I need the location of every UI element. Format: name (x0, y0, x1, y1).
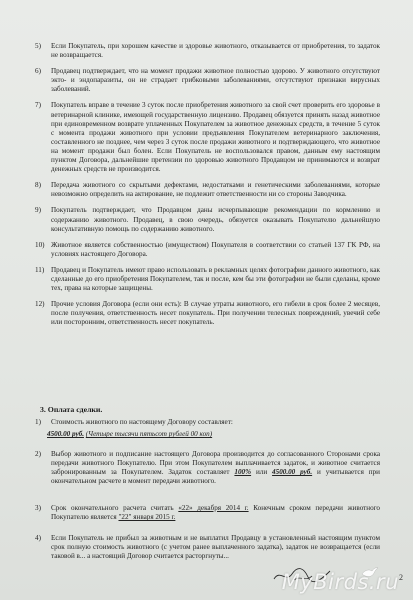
list-item: 6) Продавец подтверждает, что на момент продажи животное полностью здорово. У животного отсутствуют экто- и эндопаразиты, он не страдает грибковыми заболеваниями, отсутствуют признаки вирусных заболеваний. (35, 67, 380, 94)
list-item: 7) Покупатель вправе в течение 3 суток после приобретения животного за свой счет проверить его здоровье в ветеринарной клинике, имеющей государственную лицензию. Продавец обязуется принять назад животное при единовременном возврате уплаченных Покупателем за животное денежных средств, в течение 5 суток с момента продажи животного при условии предъявления Покупателем ветеринарного заключения, составленного не позднее, чем через 3 суток после продажи животного и подтверждающего, что животное на момент продажи был болен. Если Покупатель не воспользовался правом, данным ему настоящим пунктом Договора, дальнейшие претензии по здоровью животного Продавцом не принимаются и возврат денежных средств не производится. (35, 101, 380, 174)
deposit-percent: 100% (234, 468, 252, 477)
transfer-date: "22" января 2015 г. (118, 513, 176, 522)
watermark-logo: MyBirds.ru (281, 570, 399, 594)
list-item: 5) Если Покупатель, при хорошем качестве и здоровье животного, отказывается от приобретения, то задаток не возвращается. (35, 42, 380, 60)
price-amount-words: (Четыре тысячи пятьсот рублей 00 коп) (85, 430, 213, 439)
payment-item-price: 1) Стоимость животного по настоящему Договору составляет: 4500.00 руб. (Четыре тысячи пятьсот рублей 00 коп) (35, 418, 233, 439)
payment-item-deposit: 2) Выбор животного и подписание настоящего Договора производится до согласованного Сторонами срока передачи животного Покупателю. При этом Покупателем выплачивается задаток, и животное считается забронированным за Покупателем. Задаток составляет 100% или 4500.00 руб. и учитывается при окончательном расчете в момент передачи животного. (35, 450, 380, 486)
payment-item-deadline: 3) Срок окончательного расчета считать «22» декабря 2014 г. Конечным сроком передачи животного Покупателю является "22" января 2015 г. (35, 504, 381, 522)
page-number: 2 (399, 573, 403, 582)
deposit-sum: 4500.00 руб. (272, 468, 313, 477)
price-amount: 4500.00 руб. (47, 430, 84, 439)
list-item: 8) Передача животного со скрытыми дефектами, недостатками и генетическими заболеваниями, которые невозможно определить на актирование, не подлежит ответственности ни со стороны Заводчика. (35, 181, 380, 199)
list-item: 12) Прочие условия Договора (если они есть): В случае утраты животного, его гибели в срок более 2 месяцев, после получения, ответственность несет покупатель. При получении телесных повреждений, увечий себе или посторонним, ответственность несет покупатель. (35, 300, 380, 327)
final-payment-date: «22» декабря 2014 г. (178, 504, 249, 512)
list-item: 10) Животное является собственностью (имуществом) Покупателя в соответствии со статьей 137 ГК РФ, на условиях настоящего Договора. (35, 240, 380, 258)
contract-terms-list (35, 42, 380, 334)
section-title: 3. Оплата сделки. (40, 405, 103, 414)
list-item: 11) Продавец и Покупатель имеют право использовать в рекламных целях фотографии данного животного, как сделанные до его приобретения Покупателем, так и после, кем бы эти фотографии не были сделаны, кроме тех, права на которые защищены. (35, 265, 380, 293)
list-item: 9) Покупатель подтверждает, что Продавцом даны исчерпывающие рекомендации по кормлению и содержанию животного. Продавец, в свою очередь, обязуется оказывать Покупателю дальнейшую консультативную помощь по содержанию животного. (35, 206, 380, 233)
payment-item-forfeit: 4) Если Покупатель не прибыл за животным и не выплатил Продавцу в установленный настоящим пунктом срок полную стоимость животного (с учетом ранее выплаченного задатка), задаток не возвращается (если таковой в... а настоящий Договор считается расторгнуты... (35, 534, 380, 561)
